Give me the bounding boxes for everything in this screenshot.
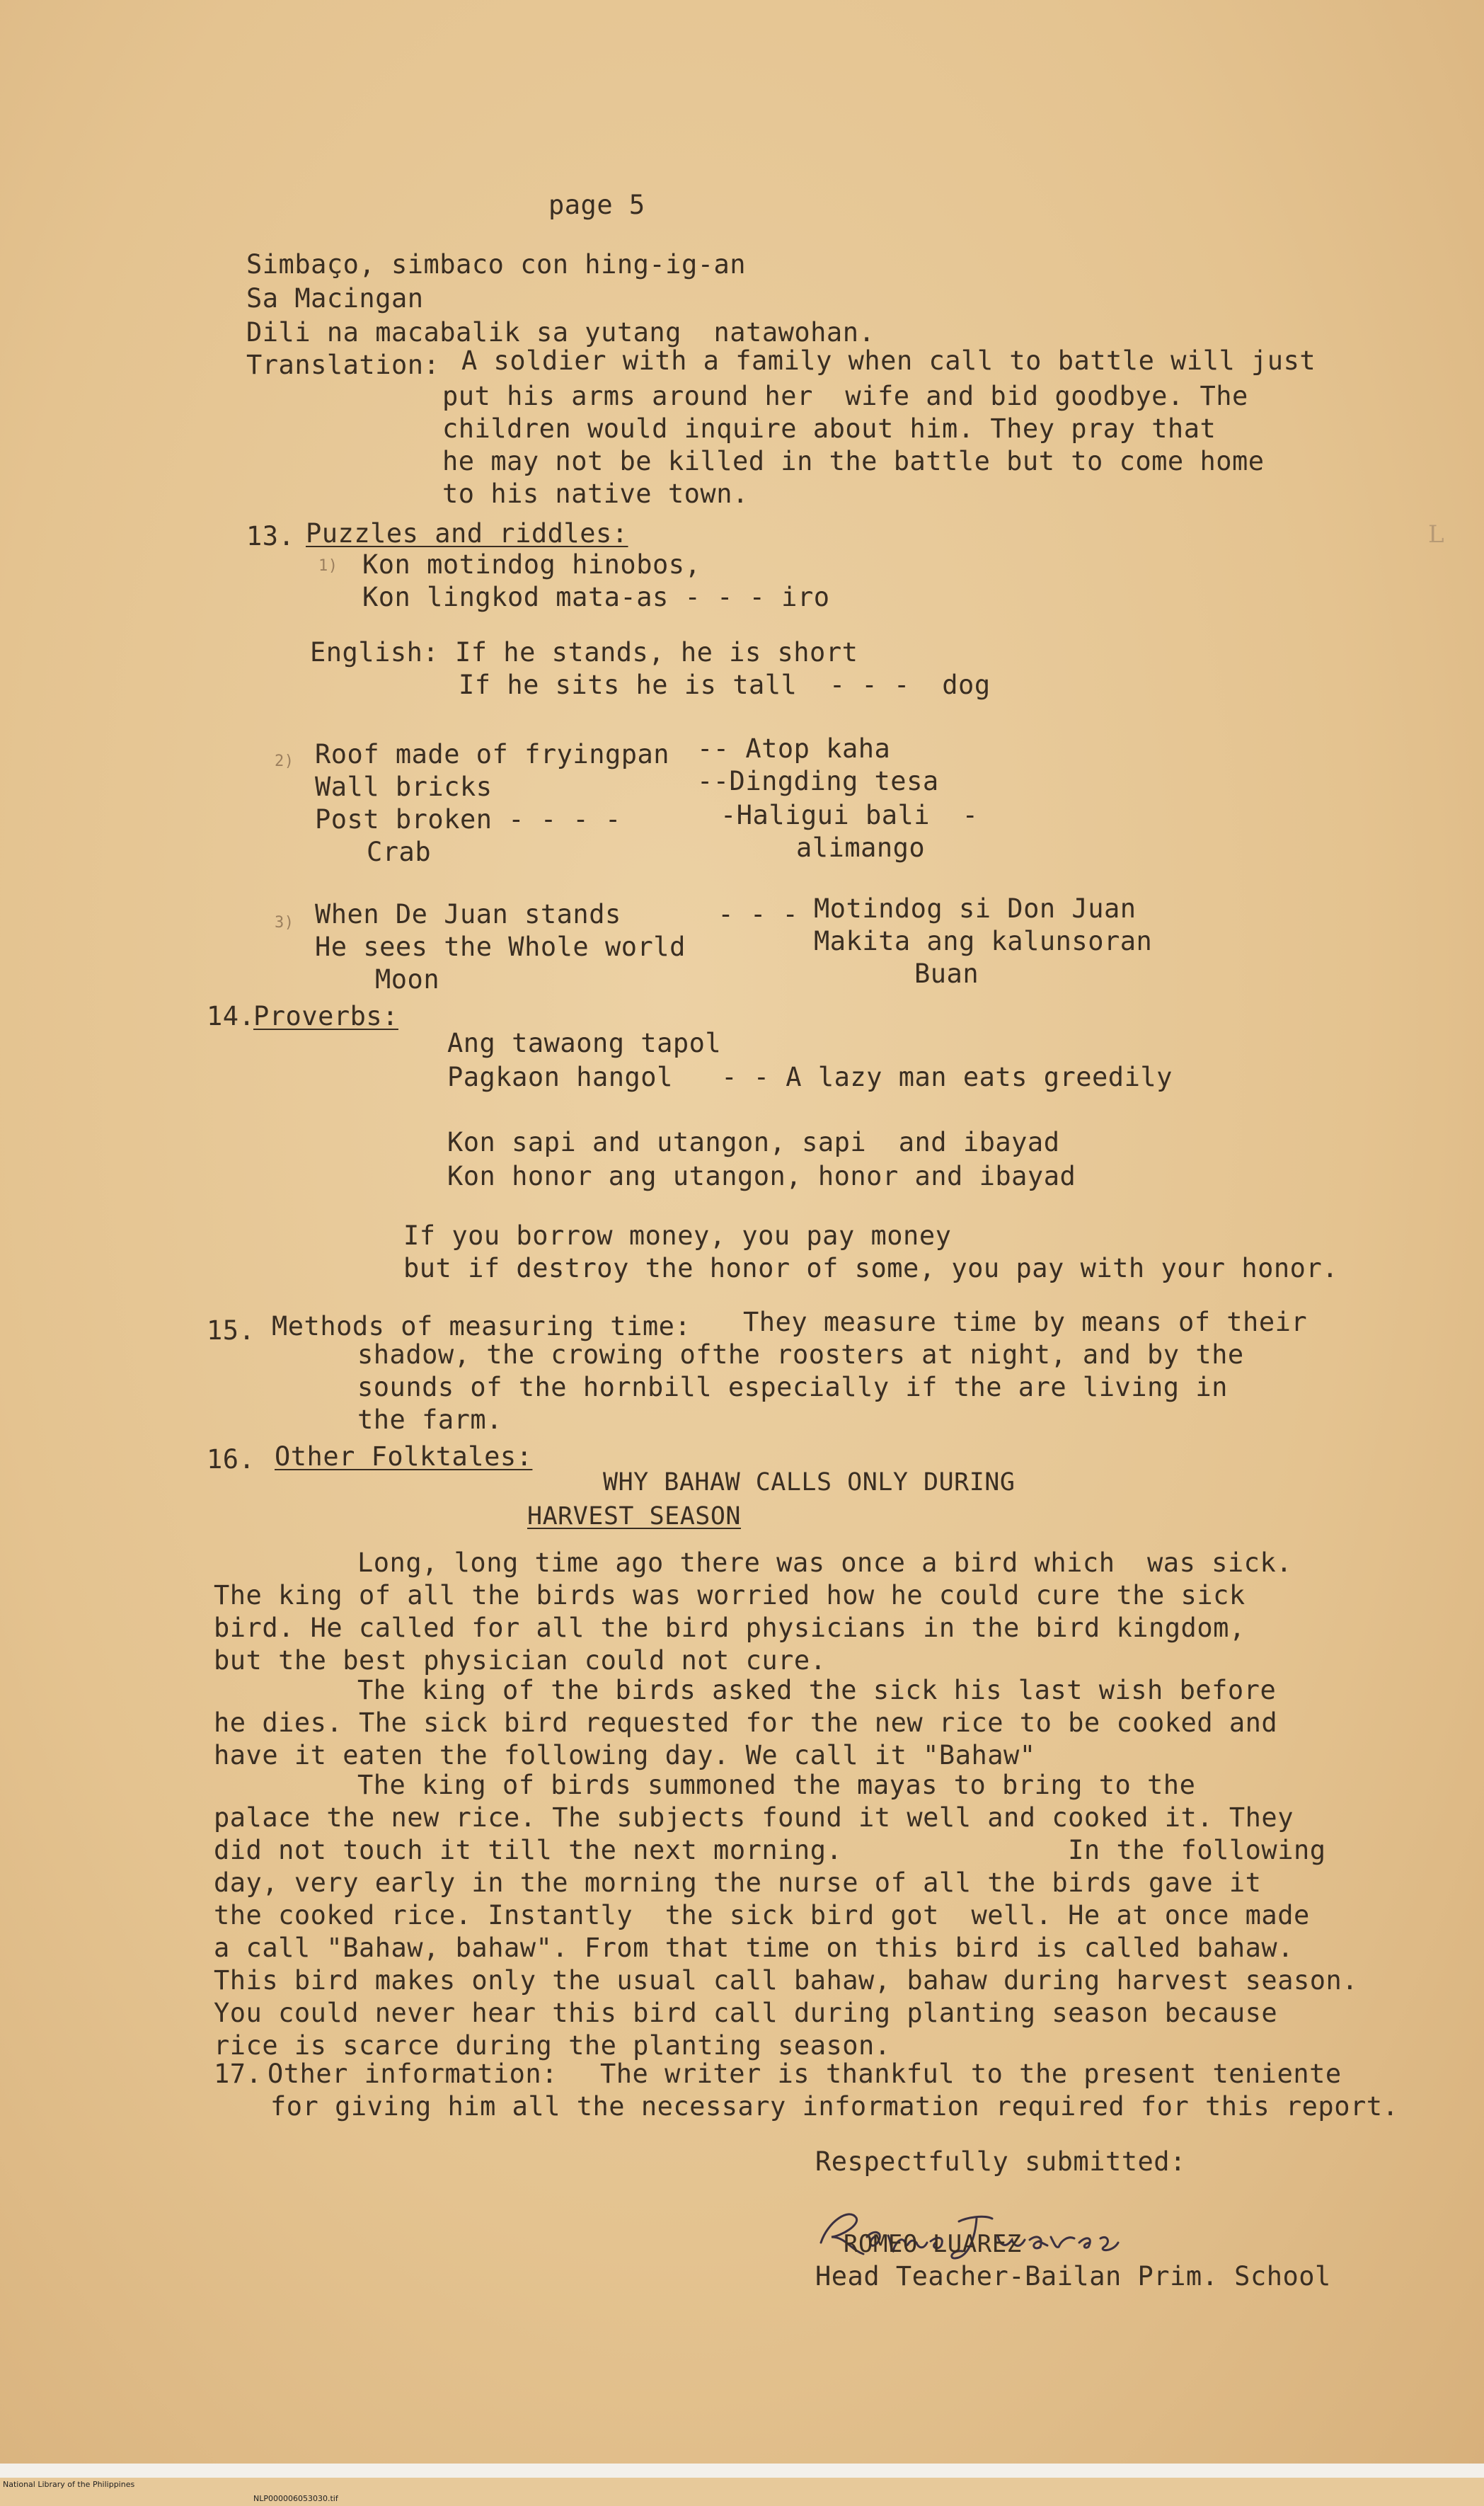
signatory-name: ROMEO LUAREZ <box>844 2230 1022 2258</box>
story-line: a call "Bahaw, bahaw". From that time on this bird is called bahaw. <box>214 1933 1294 1963</box>
translation-line: children would inquire about him. They pray that <box>442 413 1216 444</box>
story-title: WHY BAHAW CALLS ONLY DURING <box>603 1468 1016 1497</box>
footer-filename: NLP000006053030.tif <box>253 2494 338 2503</box>
translation-first: A soldier with a family when call to battle will just <box>461 345 1316 376</box>
story-line: The king of the birds asked the sick his last wish before <box>357 1675 1277 1705</box>
translation-line: put his arms around her wife and bid goodbye. The <box>442 381 1248 411</box>
story-title: HARVEST SEASON <box>527 1502 742 1531</box>
section-17-lead: Other information: <box>268 2059 558 2089</box>
riddle-2-right: -- Atop kaha <box>697 733 891 764</box>
proverb-line: Ang tawaong tapol <box>447 1028 722 1058</box>
section-15-line: shadow, the crowing ofthe roosters at night, and by the <box>357 1339 1244 1370</box>
proverb-line: Kon sapi and utangon, sapi and ibayad <box>447 1127 1060 1157</box>
story-line: palace the new rice. The subjects found it well and cooked it. They <box>214 1802 1294 1833</box>
song-line: Dili na macabalik sa yutang natawohan. <box>246 317 875 348</box>
section-16-number: 16. <box>207 1444 255 1475</box>
story-line: Long, long time ago there was once a bird which was sick. <box>357 1547 1293 1578</box>
riddle-1-number: 1) <box>318 557 338 575</box>
story-line: The king of all the birds was worried how he could cure the sick <box>214 1580 1246 1610</box>
story-line: The king of birds summoned the mayas to bring to the <box>357 1770 1196 1800</box>
riddle-1-english: English: If he stands, he is short <box>310 637 858 668</box>
page-header: page 5 <box>548 190 645 220</box>
translation-label: Translation: <box>246 350 440 380</box>
translation-line: he may not be killed in the battle but to come home <box>442 446 1265 476</box>
section-14-number: 14. <box>207 1001 255 1031</box>
proverb-line: Kon honor ang utangon, honor and ibayad <box>447 1161 1076 1191</box>
story-line: You could never hear this bird call during planting season because <box>214 1998 1278 2028</box>
riddle-2-right: --Dingding tesa <box>697 766 939 796</box>
riddle-2-left: Post broken - - - - <box>315 804 621 835</box>
story-line: bird. He called for all the bird physicians in the bird kingdom, <box>214 1613 1246 1643</box>
proverb-line: but if destroy the honor of some, you pay with your honor. <box>403 1253 1339 1283</box>
riddle-3-left: Moon <box>375 964 440 995</box>
riddle-2-left: Roof made of fryingpan <box>315 739 670 769</box>
riddle-1-english: If he sits he is tall - - - dog <box>459 670 991 700</box>
closing-salutation: Respectfully submitted: <box>815 2146 1186 2177</box>
section-16-heading: Other Folktales: <box>275 1441 533 1472</box>
story-line: he dies. The sick bird requested for the new rice to be cooked and <box>214 1707 1278 1738</box>
story-line: did not touch it till the next morning. In the following <box>214 1835 1326 1865</box>
footer-source: National Library of the Philippines <box>3 2480 135 2489</box>
section-15-first: They measure time by means of their <box>743 1307 1308 1337</box>
riddle-2-left: Crab <box>367 837 432 867</box>
story-line: This bird makes only the usual call bahaw, bahaw during harvest season. <box>214 1965 1359 1996</box>
riddle-3-right: Motindog si Don Juan <box>814 893 1137 924</box>
riddle-2-right: alimango <box>796 833 926 863</box>
story-line: day, very early in the morning the nurse of all the birds gave it <box>214 1867 1262 1898</box>
section-13-number: 13. <box>246 521 295 551</box>
riddle-1-line: Kon motindog hinobos, <box>362 549 701 580</box>
signatory-title: Head Teacher-Bailan Prim. School <box>815 2261 1331 2292</box>
riddle-3-right: Buan <box>914 959 979 989</box>
riddle-1-line: Kon lingkod mata-as - - - iro <box>362 582 830 612</box>
section-17-first: The writer is thankful to the present teniente <box>600 2059 1342 2089</box>
song-line: Sa Macingan <box>246 283 424 314</box>
riddle-3-right: Makita ang kalunsoran <box>814 926 1153 956</box>
riddle-2-left: Wall bricks <box>315 772 493 802</box>
section-15-line: the farm. <box>357 1404 502 1435</box>
section-17-number: 17. <box>214 2059 263 2089</box>
section-15-lead: Methods of measuring time: <box>272 1311 691 1341</box>
story-line: the cooked rice. Instantly the sick bird got well. He at once made <box>214 1900 1310 1930</box>
proverb-line: Pagkaon hangol - - A lazy man eats greedily <box>447 1062 1173 1092</box>
riddle-3-number: 3) <box>275 914 294 932</box>
section-14-heading: Proverbs: <box>253 1001 398 1031</box>
riddle-3-left: He sees the Whole world <box>315 932 686 962</box>
section-13-heading: Puzzles and riddles: <box>306 518 628 549</box>
riddle-3-left: When De Juan stands - - - <box>315 899 799 929</box>
song-line: Simbaço, simbaco con hing-ig-an <box>246 249 747 280</box>
margin-mark: L <box>1428 520 1444 549</box>
story-line: rice is scarce during the planting season. <box>214 2030 891 2061</box>
story-line: but the best physician could not cure. <box>214 1645 827 1676</box>
riddle-2-number: 2) <box>275 753 294 770</box>
translation-line: to his native town. <box>442 479 749 509</box>
story-line: have it eaten the following day. We call it "Bahaw" <box>214 1740 1036 1770</box>
riddle-2-right: -Haligui bali - <box>720 800 979 830</box>
section-15-number: 15. <box>207 1315 255 1346</box>
proverb-line: If you borrow money, you pay money <box>403 1220 952 1251</box>
scan-footer <box>0 2464 1484 2503</box>
section-15-line: sounds of the hornbill especially if the are living in <box>357 1372 1228 1402</box>
section-17-second: for giving him all the necessary information required for this report. <box>270 2091 1399 2122</box>
